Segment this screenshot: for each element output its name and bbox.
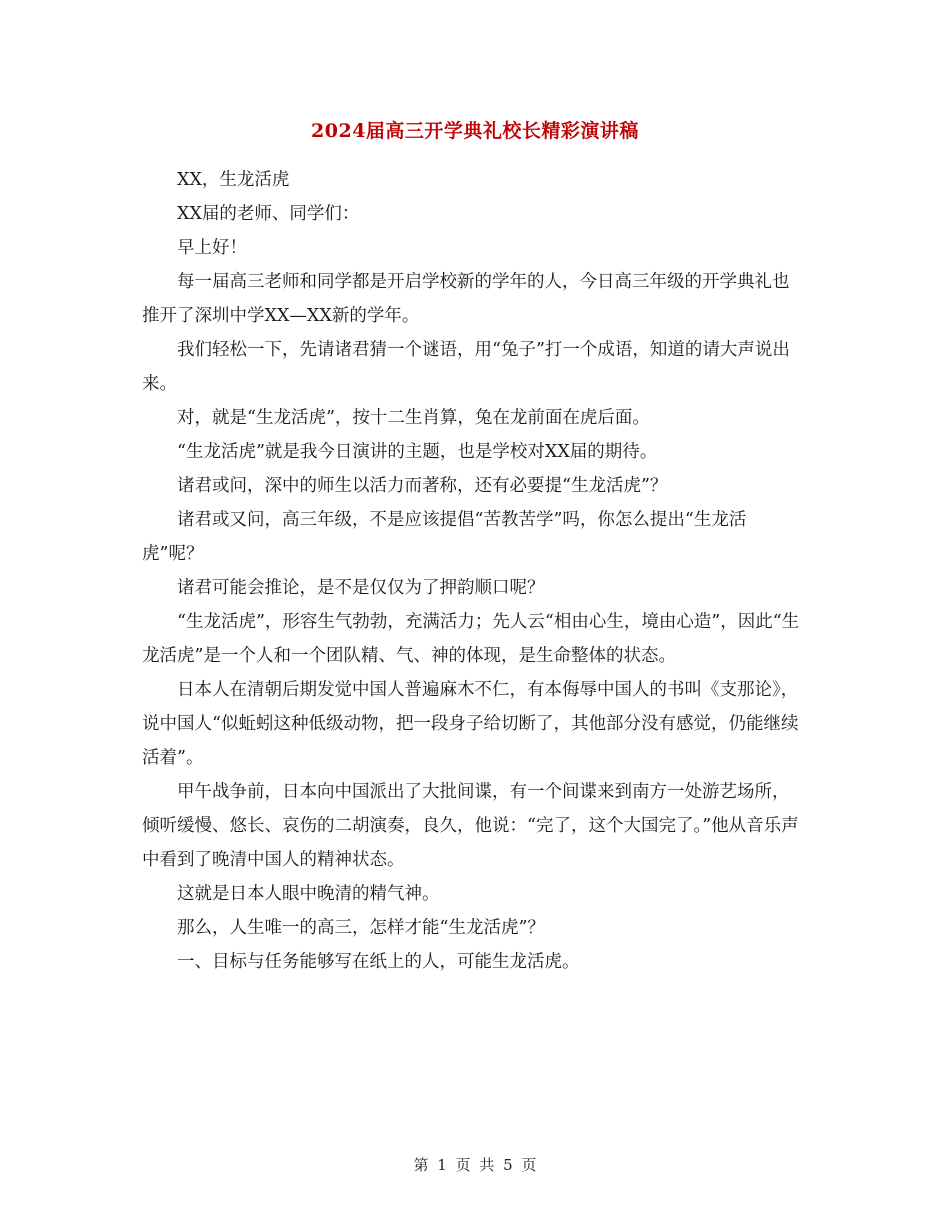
paragraph: 日本人在清朝后期发觉中国人普遍麻木不仁，有本侮辱中国人的书叫《支那论》，说中国人“似蚯蚓这种低级动物，把一段身子给切断了，其他部分没有感觉，仍能继续活着”。: [142, 680, 799, 768]
paragraph: 我们轻松一下，先请诸君猜一个谜语，用“兔子”打一个成语，知道的请大声说出来。: [142, 340, 790, 394]
paragraph: 甲午战争前，日本向中国派出了大批间谍，有一个间谍来到南方一处游艺场所，倾听缓慢、悠长、哀伤的二胡演奏，良久，他说：“完了，这个大国完了。”他从音乐声中看到了晚清中国人的精神状态。: [142, 782, 799, 870]
paragraph: 早上好！: [177, 238, 247, 258]
paragraph: “生龙活虎”，形容生气勃勃，充满活力；先人云“相由心生，境由心造”，因此“生龙活虎”是一个人和一个团队精、气、神的体现，是生命整体的状态。: [142, 612, 800, 666]
paragraph: 那么，人生唯一的高三，怎样才能“生龙活虎”？: [177, 918, 545, 938]
document-title: 2024届高三开学典礼校长精彩演讲稿: [311, 120, 639, 142]
paragraph: 一、目标与任务能够写在纸上的人，可能生龙活虎。: [177, 952, 580, 972]
paragraph: XX，生龙活虎: [177, 170, 290, 190]
paragraph: XX届的老师、同学们：: [177, 204, 360, 224]
page-number-footer: 第 1 页 共 5 页: [413, 1156, 537, 1174]
paragraph: 诸君可能会推论，是不是仅仅为了押韵顺口呢？: [177, 578, 545, 598]
paragraph: 这就是日本人眼中晚清的精气神。: [177, 884, 440, 904]
document-body: [142, 163, 806, 979]
paragraph: 诸君或问，深中的师生以活力而著称，还有必要提“生龙活虎”？: [177, 476, 668, 496]
paragraph: 对，就是“生龙活虎”，按十二生肖算，兔在龙前面在虎后面。: [177, 408, 650, 428]
paragraph: 每一届高三老师和同学都是开启学校新的学年的人，今日高三年级的开学典礼也推开了深圳中学XX—XX新的学年。: [142, 272, 790, 326]
paragraph: 诸君或又问，高三年级，不是应该提倡“苦教苦学”吗，你怎么提出“生龙活虎”呢？: [142, 510, 747, 564]
paragraph: “生龙活虎”就是我今日演讲的主题，也是学校对XX届的期待。: [177, 442, 658, 462]
